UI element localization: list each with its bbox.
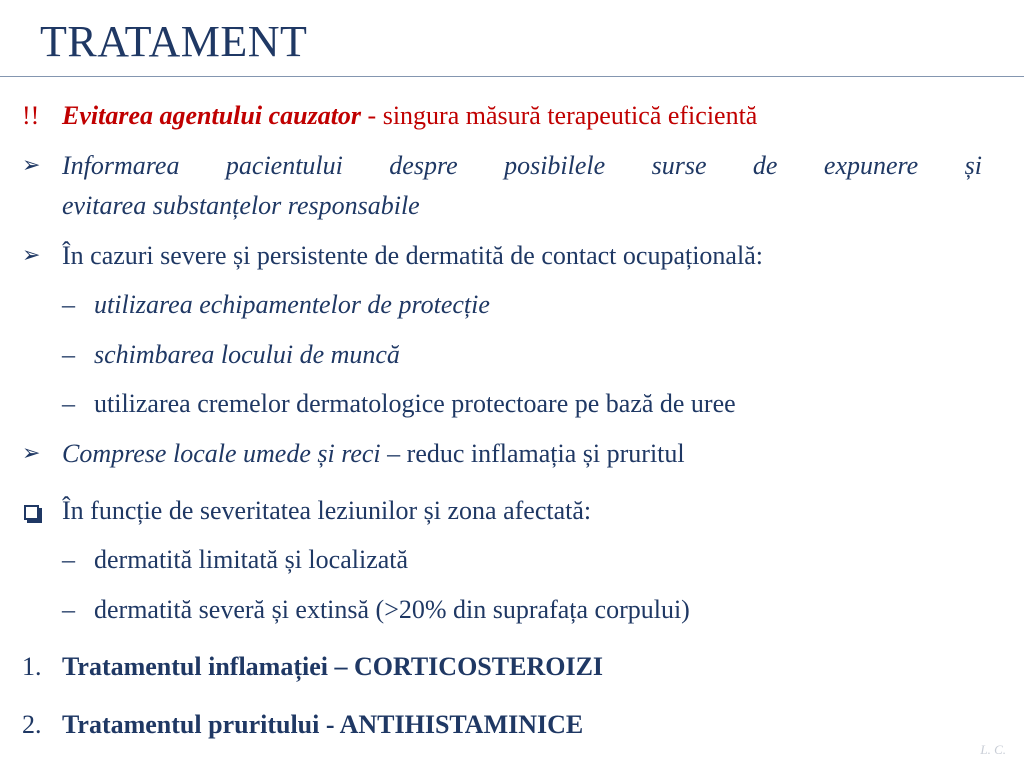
number-marker: 2. [22,710,42,739]
title-divider [0,76,1024,77]
exclamation-marker: !! [22,101,40,130]
dash-marker: – [62,340,75,369]
arrow-bullet-icon: ➢ [22,243,41,268]
slide-title: TRATAMENT [40,17,308,66]
highlight-text: Evitarea agentului cauzator [62,101,362,130]
item-text: dermatită severă și extinsă (>20% din suprafața corpului) [94,595,690,624]
dash-marker: – [62,545,75,574]
dash-marker: – [62,389,75,418]
item-text-line1: Informarea pacientului despre posibilele surse de expunere și [62,151,982,180]
item-text: În cazuri severe și persistente de dermatită de contact ocupațională: [62,241,763,270]
dash-marker: – [62,595,75,624]
item-text: - singura măsură terapeutică eficientă [361,101,758,130]
item-text-italic: Comprese locale umede și reci [62,439,381,468]
item-text: – reduc inflamația și pruritul [380,439,685,468]
item-text: schimbarea locului de muncă [94,340,400,369]
item-text: Tratamentul inflamației – CORTICOSTEROIZI [62,652,604,681]
item-text: utilizarea echipamentelor de protecție [94,290,490,319]
dash-marker: – [62,290,75,319]
item-text: dermatită limitată și localizată [94,545,409,574]
item-text-line2: evitarea substanțelor responsabile [62,191,420,220]
item-text: utilizarea cremelor dermatologice protectoare pe bază de uree [94,389,736,418]
item-text: Tratamentul pruritului - ANTIHISTAMINICE [62,710,584,739]
number-marker: 1. [22,652,42,681]
author-signature: L. C. [980,742,1006,757]
item-text: În funcție de severitatea leziunilor și zona afectată: [62,496,592,525]
arrow-bullet-icon: ➢ [22,153,41,178]
arrow-bullet-icon: ➢ [22,441,41,466]
checkbox-bullet-icon [24,505,39,520]
